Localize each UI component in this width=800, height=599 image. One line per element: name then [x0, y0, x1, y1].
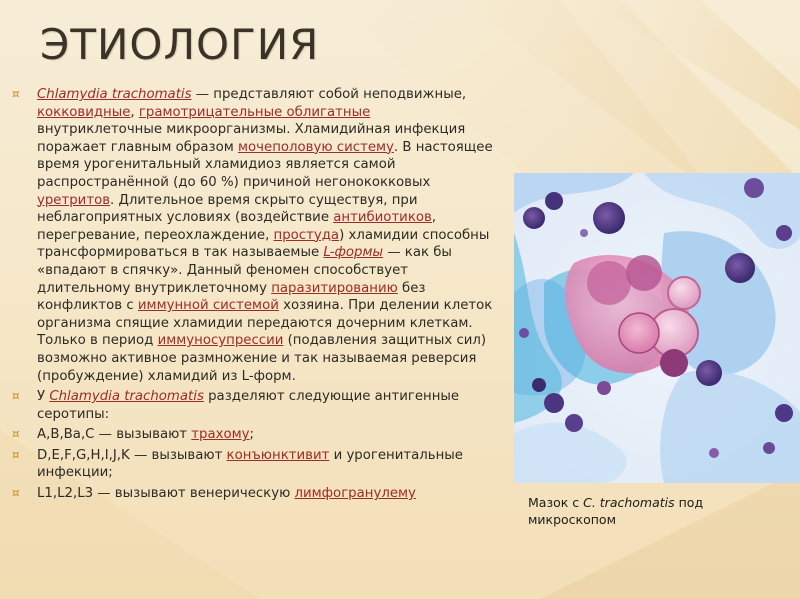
- link-antibiotiki[interactable]: антибиотиков: [333, 210, 432, 226]
- text: внутриклеточные микроорганизмы. Хламидийная инфекция поражает главным образом: [37, 122, 466, 155]
- caption-species: C. trachomatis: [583, 495, 675, 510]
- text: ,: [130, 104, 139, 120]
- text: разделяют следующие антигенные серотипы:: [37, 389, 460, 422]
- list-item: [12, 447, 497, 482]
- caption-text: под микроскопом: [528, 495, 704, 527]
- link-immunosupressiya[interactable]: иммуносупрессии: [157, 333, 284, 349]
- link-prostuda[interactable]: простуда: [273, 227, 340, 243]
- bullet-marker: ¤: [12, 389, 20, 404]
- link-trahoma[interactable]: трахому: [191, 427, 250, 443]
- caption-text: Мазок с: [528, 495, 584, 510]
- text: L1,L2,L3 — вызывают венерическую: [37, 486, 295, 502]
- text: без конфликтов с: [37, 280, 426, 314]
- link-parazitirovanie[interactable]: паразитированию: [271, 280, 398, 296]
- text: ) хламидии способны трансформироваться в так называемые: [37, 227, 490, 261]
- bullet-marker: ¤: [12, 427, 20, 442]
- list-item: [12, 426, 497, 444]
- text: ;: [249, 427, 254, 443]
- bullet-marker: ¤: [12, 486, 20, 501]
- page-title: ЭТИОЛОГИЯ: [40, 20, 320, 69]
- microscope-illustration: [514, 173, 800, 483]
- link-mochepolovaya-sistema[interactable]: мочеполовую систему: [238, 139, 394, 155]
- link-limfogranulema[interactable]: лимфогранулему: [294, 486, 416, 502]
- text: . Длительное время скрыто существуя, при неблагоприятных условиях (воздействие: [37, 192, 418, 226]
- list-item: [12, 86, 497, 385]
- link-l-formy[interactable]: L-формы: [323, 245, 384, 261]
- link-chlamydia-trachomatis[interactable]: Chlamydia trachomatis: [37, 87, 192, 102]
- text: и урогенитальные инфекции;: [37, 447, 463, 481]
- bullet-list: [12, 86, 497, 503]
- link-chlamydia-trachomatis-2[interactable]: Chlamydia trachomatis: [49, 389, 204, 405]
- microscope-image: [514, 173, 800, 483]
- text: , перегревание, переохлаждение,: [37, 210, 437, 243]
- link-gramotricatelnye[interactable]: грамотрицательные облигатные: [138, 104, 371, 120]
- text: . В настоящее время урогенитальный хламидиоз является самой распространённой (до 60 %) причиной негонококковых: [37, 139, 493, 190]
- bullet-marker: ¤: [12, 87, 20, 101]
- image-caption: [528, 494, 788, 528]
- list-item: [12, 388, 497, 423]
- text: — как бы «впадают в спячку». Данный феномен способствует длительному внутриклеточному: [37, 245, 452, 296]
- link-kokkovidnye[interactable]: кокковидные: [37, 104, 131, 120]
- text: — представляют собой неподвижные,: [191, 87, 467, 102]
- text: D,E,F,G,H,I,J,K — вызывают: [37, 447, 227, 463]
- text: У: [37, 389, 50, 405]
- link-immunnaya-sistema[interactable]: иммунной системой: [137, 298, 279, 314]
- text: A,B,Ba,C — вызывают: [37, 427, 192, 443]
- text: хозяина. При делении клеток организма спящие хламидии передаются дочерним клеткам. Только в период: [37, 298, 493, 349]
- link-uretrity[interactable]: уретритов: [37, 192, 111, 208]
- text: (подавления защитных сил) возможно активное размножение и так называемая реверсия (пробуждение) хламидий из L-форм.: [37, 333, 487, 384]
- list-item: [12, 485, 497, 503]
- link-konyunktivit[interactable]: конъюнктивит: [226, 447, 330, 463]
- bullet-marker: ¤: [12, 447, 20, 462]
